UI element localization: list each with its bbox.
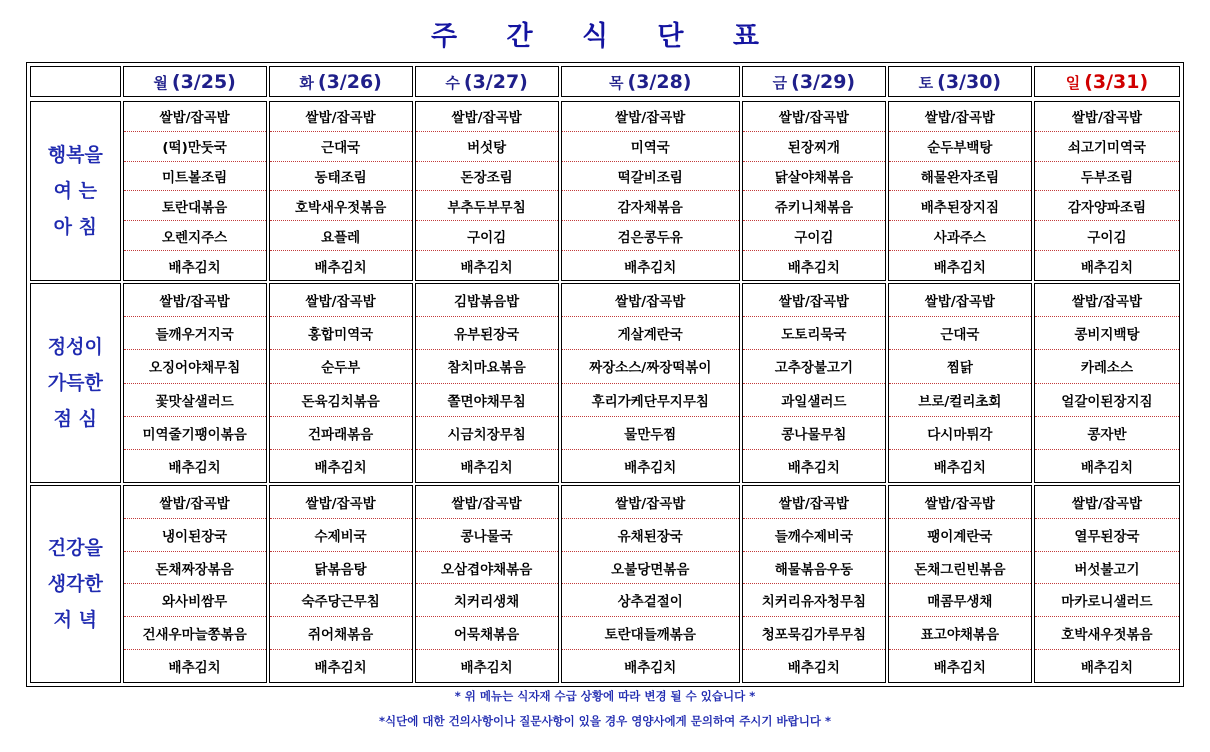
menu-item: 쥐어채볶음 — [270, 617, 412, 650]
menu-item: 배추김치 — [787, 660, 840, 677]
menu-item: 고추장불고기 — [743, 350, 885, 383]
menu-item: 치커리생채 — [416, 584, 558, 617]
menu-item: 짜장소스/짜장떡볶이 — [562, 350, 739, 383]
meal-row — [30, 283, 1180, 483]
menu-item: 배추김치 — [168, 259, 221, 276]
menu-item: 다시마튀각 — [889, 417, 1031, 450]
menu-item: 배추김치 — [933, 459, 986, 476]
menu-item: 열무된장국 — [1035, 519, 1179, 552]
menu-item: 닭살야채볶음 — [743, 162, 885, 192]
menu-cell — [888, 101, 1032, 281]
menu-item: 두부조림 — [1035, 162, 1179, 192]
menu-item: 쌀밥/잡곡밥 — [562, 486, 739, 519]
meal-label-line: 점 심 — [53, 408, 97, 430]
menu-table — [28, 64, 1182, 685]
menu-item: 콩나물무침 — [743, 417, 885, 450]
menu-cell — [742, 485, 886, 683]
menu-item: 부추두부무침 — [416, 191, 558, 221]
meal-label-line: 저 녁 — [53, 609, 97, 631]
menu-item: 후리가케단무지무침 — [562, 384, 739, 417]
menu-item: 유채된장국 — [562, 519, 739, 552]
menu-item: 오불당면볶음 — [562, 552, 739, 585]
menu-item: 청포묵김가루무침 — [743, 617, 885, 650]
menu-cell — [888, 485, 1032, 683]
menu-item: 구이김 — [743, 221, 885, 251]
day-date: (3/29) — [791, 71, 856, 93]
meal-label-line: 아 침 — [53, 216, 97, 238]
day-header — [123, 66, 267, 97]
menu-item: 쥬키니채볶음 — [743, 191, 885, 221]
menu-item: 배추김치 — [787, 459, 840, 476]
menu-item: 냉이된장국 — [124, 519, 266, 552]
meal-label-line: 정성이 — [47, 336, 103, 358]
day-date: (3/27) — [463, 71, 528, 93]
menu-item: 해물볶음우동 — [743, 552, 885, 585]
menu-item: 쌀밥/잡곡밥 — [743, 486, 885, 519]
menu-item: 찜닭 — [889, 350, 1031, 383]
menu-item: 마카로니샐러드 — [1035, 584, 1179, 617]
menu-item: 쌀밥/잡곡밥 — [889, 486, 1031, 519]
menu-item: 배추김치 — [460, 459, 513, 476]
menu-item: 배추김치 — [168, 660, 221, 677]
menu-item: 돈채그린빈볶음 — [889, 552, 1031, 585]
menu-item: 쌀밥/잡곡밥 — [562, 284, 739, 317]
menu-item: 떡갈비조림 — [562, 162, 739, 192]
menu-item: 배추김치 — [624, 660, 677, 677]
menu-item: 배추김치 — [624, 259, 677, 276]
menu-item: 배추김치 — [460, 660, 513, 677]
menu-item: 숙주당근무침 — [270, 584, 412, 617]
day-icon: 금 — [772, 74, 788, 92]
menu-item: 와사비쌈무 — [124, 584, 266, 617]
menu-item: 배추김치 — [787, 259, 840, 276]
day-date: (3/28) — [627, 71, 692, 93]
menu-item: 꽃맛살샐러드 — [124, 384, 266, 417]
menu-item: 버섯탕 — [416, 132, 558, 162]
menu-item: 쌀밥/잡곡밥 — [889, 102, 1031, 132]
meal-label-line: 행복을 — [47, 144, 103, 166]
menu-cell — [561, 283, 740, 483]
menu-item: 홍합미역국 — [270, 317, 412, 350]
menu-cell — [415, 485, 559, 683]
menu-cell — [742, 283, 886, 483]
menu-item: 오렌지주스 — [124, 221, 266, 251]
menu-cell — [1034, 283, 1180, 483]
meal-label-cell — [30, 485, 121, 683]
menu-cell — [123, 283, 267, 483]
menu-item: 건새우마늘쫑볶음 — [124, 617, 266, 650]
menu-item: 얼갈이된장지짐 — [1035, 384, 1179, 417]
menu-item: 매콤무생채 — [889, 584, 1031, 617]
menu-item: 해물완자조림 — [889, 162, 1031, 192]
menu-item: 요플레 — [270, 221, 412, 251]
day-header — [888, 66, 1032, 97]
menu-item: 유부된장국 — [416, 317, 558, 350]
menu-item: 사과주스 — [889, 221, 1031, 251]
notice-contact: *식단에 대한 건의사항이나 질문사항이 있을 경우 영양사에게 문의하여 주시기 바랍니다 * — [379, 714, 831, 728]
menu-item: 김밥볶음밥 — [416, 284, 558, 317]
day-date: (3/26) — [317, 71, 382, 93]
menu-item: 시금치장무침 — [416, 417, 558, 450]
day-icon: 일 — [1065, 74, 1081, 92]
menu-item: 구이김 — [416, 221, 558, 251]
menu-item: 콩나물국 — [416, 519, 558, 552]
meal-label-line: 건강을 — [47, 537, 103, 559]
menu-item: 오삼겹야채볶음 — [416, 552, 558, 585]
meal-label-cell — [30, 283, 121, 483]
menu-item: 과일샐러드 — [743, 384, 885, 417]
menu-item: 쌀밥/잡곡밥 — [416, 486, 558, 519]
menu-item: 검은콩두유 — [562, 221, 739, 251]
menu-item: 배추김치 — [314, 459, 367, 476]
menu-item: 도토리묵국 — [743, 317, 885, 350]
menu-item: 쌀밥/잡곡밥 — [124, 284, 266, 317]
menu-cell — [888, 283, 1032, 483]
menu-item: 배추김치 — [933, 259, 986, 276]
day-icon: 수 — [445, 74, 460, 92]
menu-item: 쌀밥/잡곡밥 — [124, 486, 266, 519]
day-icon: 목 — [609, 74, 624, 92]
menu-item: 감자양파조림 — [1035, 191, 1179, 221]
menu-item: 배추김치 — [1080, 660, 1134, 677]
menu-item: 브로/컬리초회 — [889, 384, 1031, 417]
day-header — [1034, 66, 1180, 97]
menu-item: 수제비국 — [270, 519, 412, 552]
menu-cell — [742, 101, 886, 281]
menu-item: 토란대들깨볶음 — [562, 617, 739, 650]
meal-label-line: 생각한 — [47, 573, 103, 595]
menu-item: 배추된장지짐 — [889, 191, 1031, 221]
menu-item: 돈육김치볶음 — [270, 384, 412, 417]
day-icon: 화 — [299, 74, 314, 92]
menu-cell — [1034, 101, 1180, 281]
menu-item: 쌀밥/잡곡밥 — [1035, 102, 1179, 132]
menu-item: 미역국 — [562, 132, 739, 162]
menu-item: 동태조림 — [270, 162, 412, 192]
day-header — [561, 66, 740, 97]
menu-item: 배추김치 — [168, 459, 221, 476]
menu-item: 물만두찜 — [562, 417, 739, 450]
menu-item: 쌀밥/잡곡밥 — [416, 102, 558, 132]
menu-item: 배추김치 — [624, 459, 677, 476]
menu-item: 배추김치 — [460, 259, 513, 276]
menu-item: 배추김치 — [314, 259, 367, 276]
menu-cell — [269, 485, 413, 683]
day-date: (3/31) — [1084, 71, 1149, 93]
menu-item: 쌀밥/잡곡밥 — [743, 284, 885, 317]
menu-cell — [123, 101, 267, 281]
menu-item: 쌀밥/잡곡밥 — [562, 102, 739, 132]
menu-cell — [269, 283, 413, 483]
menu-item: 쌀밥/잡곡밥 — [743, 102, 885, 132]
menu-item: 쇠고기미역국 — [1035, 132, 1179, 162]
menu-item: 쌀밥/잡곡밥 — [124, 102, 266, 132]
menu-cell — [123, 485, 267, 683]
menu-item: 표고야채볶음 — [889, 617, 1031, 650]
menu-item: 들깨수제비국 — [743, 519, 885, 552]
menu-item: 된장찌개 — [743, 132, 885, 162]
menu-item: 감자채볶음 — [562, 191, 739, 221]
menu-item: 쌀밥/잡곡밥 — [889, 284, 1031, 317]
meal-row — [30, 485, 1180, 683]
day-icon: 월 — [153, 74, 168, 92]
menu-cell — [269, 101, 413, 281]
menu-item: 순두부 — [270, 350, 412, 383]
corner-cell — [30, 66, 121, 97]
menu-item: 배추김치 — [933, 660, 986, 677]
menu-item: 배추김치 — [1080, 459, 1134, 476]
menu-item: 돈장조림 — [416, 162, 558, 192]
menu-item: 구이김 — [1035, 221, 1179, 251]
menu-item: 콩비지백탕 — [1035, 317, 1179, 350]
menu-item: 버섯불고기 — [1035, 552, 1179, 585]
menu-item: 토란대볶음 — [124, 191, 266, 221]
menu-cell — [415, 101, 559, 281]
menu-item: 오징어야채무침 — [124, 350, 266, 383]
notice-menu-change: * 위 메뉴는 식자재 수급 상황에 따라 변경 될 수 있습니다 * — [454, 689, 756, 703]
meal-label-line: 가득한 — [47, 372, 103, 394]
menu-item: (떡)만둣국 — [124, 132, 266, 162]
meal-label-line: 여 는 — [53, 180, 97, 202]
menu-item: 호박새우젓볶음 — [1035, 617, 1179, 650]
menu-item: 들깨우거지국 — [124, 317, 266, 350]
menu-item: 게살계란국 — [562, 317, 739, 350]
menu-item: 닭볶음탕 — [270, 552, 412, 585]
menu-item: 건파래볶음 — [270, 417, 412, 450]
day-date: (3/25) — [171, 71, 236, 93]
menu-item: 쌀밥/잡곡밥 — [1035, 284, 1179, 317]
menu-item: 카레소스 — [1035, 350, 1179, 383]
menu-item: 미역줄기팽이볶음 — [124, 417, 266, 450]
menu-item: 쫄면야채무침 — [416, 384, 558, 417]
day-header — [742, 66, 886, 97]
menu-item: 상추겉절이 — [562, 584, 739, 617]
menu-item: 팽이계란국 — [889, 519, 1031, 552]
menu-item: 쌀밥/잡곡밥 — [1035, 486, 1179, 519]
menu-cell — [561, 485, 740, 683]
menu-item: 배추김치 — [314, 660, 367, 677]
menu-item: 치커리유자청무침 — [743, 584, 885, 617]
meal-row — [30, 101, 1180, 281]
menu-item: 순두부백탕 — [889, 132, 1031, 162]
header-row — [30, 66, 1180, 99]
menu-item: 미트볼조림 — [124, 162, 266, 192]
day-header — [269, 66, 413, 97]
menu-item: 돈채짜장볶음 — [124, 552, 266, 585]
menu-cell — [415, 283, 559, 483]
menu-item: 쌀밥/잡곡밥 — [270, 486, 412, 519]
menu-item: 호박새우젓볶음 — [270, 191, 412, 221]
menu-cell — [1034, 485, 1180, 683]
day-date: (3/30) — [937, 71, 1002, 93]
menu-cell — [561, 101, 740, 281]
page-title: 주 간 식 단 표 — [430, 21, 779, 52]
menu-item: 참치마요볶음 — [416, 350, 558, 383]
menu-item: 어묵채볶음 — [416, 617, 558, 650]
day-icon: 토 — [918, 74, 934, 92]
menu-item: 근대국 — [270, 132, 412, 162]
menu-item: 배추김치 — [1080, 259, 1134, 276]
menu-item: 쌀밥/잡곡밥 — [270, 102, 412, 132]
menu-item: 쌀밥/잡곡밥 — [270, 284, 412, 317]
day-header — [415, 66, 559, 97]
menu-item: 근대국 — [889, 317, 1031, 350]
meal-label-cell — [30, 101, 121, 281]
menu-item: 콩자반 — [1035, 417, 1179, 450]
